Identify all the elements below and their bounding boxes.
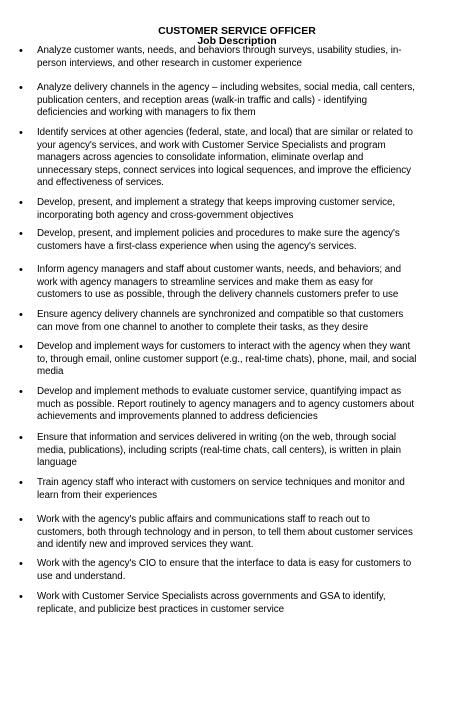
bullet-text [37,477,449,502]
bullet-text-line: publication centers, and reception areas (walk-in traffic and calls) - identifying [37,94,368,106]
bullet-text-line: replicate, and publicize best practices in customer service [37,603,284,615]
bullet-dot-icon: • [19,309,23,321]
bullet-text-line: achievements and improvements planned to address deficiencies [37,411,318,423]
bullet-text-line: can move from one channel to another to complete their tasks, as they desire [37,321,369,333]
bullet-text-line: much as possible. Report routinely to agency managers and to agency customers about [37,398,415,410]
bullet-text-line: Analyze delivery channels in the agency – including websites, social media, call centers, [37,82,415,93]
bullet-dot-icon: • [19,386,23,398]
bullet-text [37,228,449,253]
bullet-text-line: learn from their experiences [37,489,158,501]
bullet-text [37,558,449,583]
bullet-text [37,127,449,190]
bullet-text-line: to, through email, online customer support (e.g., real-time chats), phone, mail, and social [37,353,417,365]
bullet-text-line: use and understand. [37,570,126,582]
bullet-dot-icon: • [19,197,23,209]
bullet-text-line: and identify new and improved services they want. [37,539,254,551]
bullet-text [37,82,449,120]
bullet-text-line: Analyze customer wants, needs, and behaviors through surveys, usability studies, in- [37,45,402,56]
bullet-dot-icon: • [19,45,23,57]
bullet-dot-icon: • [19,591,23,603]
bullet-dot-icon: • [19,558,23,570]
bullet-text-line: media [37,366,64,378]
bullet-text-line: Develop, present, and implement a strategy that keeps improving customer service, [37,197,396,208]
bullet-text-line: unnecessary steps, connect services into logical sequences, and improve the efficiency [37,164,411,176]
bullet-text-line: person interviews, and other research in customer experience [37,57,302,69]
bullet-text [37,341,449,379]
bullet-dot-icon: • [19,127,23,139]
bullet-text-line: your agency's services, and work with Customer Service Specialists and program [37,139,386,151]
bullet-text-line: incorporating both agency and cross-government objectives [37,209,294,221]
bullet-text-line: customers have a first-class experience when using the agency's services. [37,240,357,252]
bullet-dot-icon: • [19,432,23,444]
bullet-text-line: Work with the agency's CIO to ensure that the interface to data is easy for customers to [37,558,412,569]
bullet-text-line: work with agency managers to streamline services and make them as easy for [37,276,374,288]
bullet-text [37,309,449,334]
bullet-dot-icon: • [19,477,23,489]
bullet-text-line: managers across agencies to consolidate information, eliminate overlap and [37,152,364,164]
bullet-text [37,45,449,70]
bullet-text-line: Inform agency managers and staff about customer wants, needs, and behaviors; and [37,264,401,275]
document-subtitle: Job Description [197,35,277,47]
bullet-dot-icon: • [19,264,23,276]
bullet-text-line: Develop and implement ways for customers to interact with the agency when they want [37,341,411,352]
bullet-text-line: Work with Customer Service Specialists across governments and GSA to identify, [37,591,386,602]
bullet-text-line: customers to use as possible, through the delivery channels customers prefer to use [37,289,399,301]
bullet-text-line: media, publications), including scripts (real-time chats, call centers), is written in plain [37,444,402,456]
bullet-dot-icon: • [19,514,23,526]
bullet-text [37,264,449,302]
bullet-dot-icon: • [19,341,23,353]
bullet-text [37,514,449,552]
bullet-text-line: Ensure agency delivery channels are synchronized and compatible so that customers [37,309,404,320]
bullet-text-line: Develop and implement methods to evaluate customer service, quantifying impact as [37,386,402,397]
bullet-text-line: customers, both through technology and in person, to tell them about customer services [37,526,413,538]
bullet-text-line: Identify services at other agencies (federal, state, and local) that are similar or related to [37,127,413,138]
bullet-text [37,197,449,222]
bullet-text-line: Ensure that information and services delivered in writing (on the web, through social [37,432,396,443]
bullet-text-line: Work with the agency's public affairs and communications staff to reach out to [37,514,370,525]
bullet-text [37,432,449,470]
bullet-text-line: and effectiveness of services. [37,177,164,189]
bullet-text [37,591,449,616]
bullet-dot-icon: • [19,228,23,240]
bullet-text-line: Train agency staff who interact with customers on service techniques and monitor and [37,477,405,488]
bullet-text-line: Develop, present, and implement policies and procedures to make sure the agency's [37,228,400,239]
bullet-dot-icon: • [19,82,23,94]
document-title: CUSTOMER SERVICE OFFICER [158,25,316,37]
bullet-text-line: deficiencies and working with managers to fix them [37,107,256,119]
bullet-text-line: language [37,457,77,469]
bullet-text [37,386,449,424]
